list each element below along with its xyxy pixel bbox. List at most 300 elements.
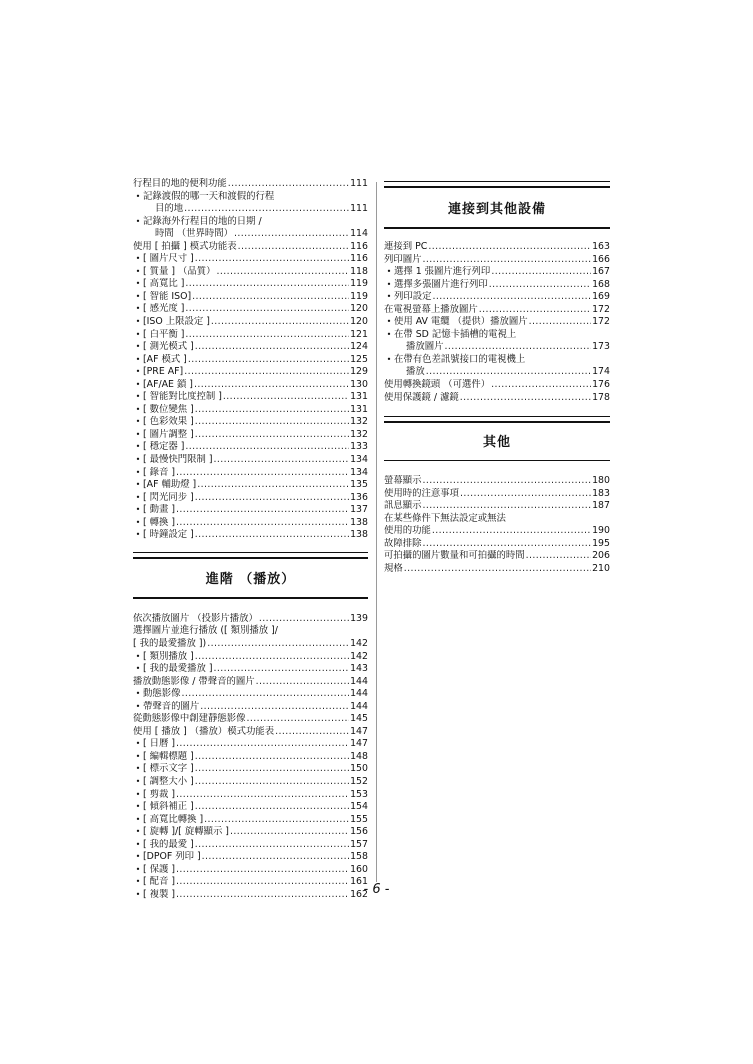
bullet-icon: • bbox=[135, 751, 141, 761]
toc-entry-text: 連接到 PC bbox=[384, 241, 428, 252]
toc-entry-title bbox=[406, 341, 444, 354]
toc-entry-title bbox=[135, 378, 193, 392]
toc-entry-page: 206 bbox=[592, 550, 610, 562]
dot-leader bbox=[238, 241, 349, 254]
toc-entry[interactable] bbox=[133, 688, 368, 701]
toc-entry-text: [ 閃光同步 ] bbox=[143, 491, 194, 503]
toc-entry-title bbox=[135, 366, 184, 379]
toc-entry-title bbox=[135, 466, 176, 480]
toc-entry-text: [ 標示文字 ] bbox=[143, 763, 194, 775]
section-heading-playback bbox=[133, 559, 368, 597]
toc-entry[interactable] bbox=[133, 429, 368, 442]
toc-entry[interactable] bbox=[133, 839, 368, 852]
toc-entry[interactable] bbox=[133, 404, 368, 417]
toc-entry-title bbox=[386, 266, 491, 279]
toc-entry-title bbox=[384, 500, 422, 513]
toc-entry-text: [ 複製 ] bbox=[143, 888, 176, 900]
toc-entry[interactable] bbox=[133, 178, 368, 191]
toc-entry-title bbox=[384, 563, 403, 576]
toc-entry-title bbox=[384, 475, 422, 488]
toc-entry[interactable] bbox=[384, 392, 610, 405]
toc-entry-text: 行程目的地的便利功能 bbox=[133, 178, 227, 189]
bullet-icon: • bbox=[135, 517, 141, 527]
toc-entry-page: 176 bbox=[592, 379, 610, 391]
toc-entry-title bbox=[135, 316, 210, 329]
bullet-icon: • bbox=[135, 291, 141, 301]
toc-entry[interactable] bbox=[384, 354, 610, 367]
dot-leader bbox=[460, 488, 591, 501]
toc-entry-text: [ 最慢快門限制 ] bbox=[143, 454, 213, 466]
toc-entry-title bbox=[135, 650, 194, 664]
dot-leader bbox=[185, 303, 349, 316]
toc-entry-title bbox=[155, 228, 233, 241]
toc-entry-title bbox=[135, 788, 176, 802]
dot-leader bbox=[185, 441, 349, 454]
section-rule-bottom bbox=[384, 227, 610, 229]
toc-entry-text: [ 類別播放 ] bbox=[143, 650, 194, 662]
toc-entry[interactable] bbox=[133, 676, 368, 689]
dot-leader bbox=[234, 228, 349, 241]
toc-entry[interactable] bbox=[384, 538, 610, 551]
toc-entry[interactable] bbox=[384, 488, 610, 501]
toc-entry[interactable] bbox=[133, 228, 368, 241]
toc-entry-text: 螢幕顯示 bbox=[384, 475, 422, 487]
toc-entry-page: 136 bbox=[350, 491, 368, 503]
toc-entry-title bbox=[133, 726, 274, 739]
toc-entry[interactable] bbox=[133, 366, 368, 379]
dot-leader bbox=[195, 429, 349, 442]
dot-leader bbox=[479, 304, 591, 317]
toc-entry[interactable] bbox=[133, 814, 368, 827]
dot-leader bbox=[184, 203, 349, 216]
toc-entry[interactable] bbox=[384, 500, 610, 513]
toc-entry-text: [AF 輔助燈 ] bbox=[143, 479, 197, 491]
bullet-icon: • bbox=[386, 279, 392, 289]
dot-leader bbox=[207, 638, 349, 651]
toc-entry-text: [AF/AE 鎖 ] bbox=[143, 378, 193, 390]
dot-leader bbox=[195, 776, 349, 789]
toc-entry[interactable] bbox=[384, 341, 610, 354]
section-rule-bottom bbox=[133, 597, 368, 599]
toc-group-other bbox=[384, 475, 610, 575]
bullet-icon: • bbox=[135, 304, 141, 314]
dot-leader bbox=[195, 751, 349, 764]
toc-entry-text: [ 動畫 ] bbox=[143, 504, 176, 516]
toc-entry-title bbox=[135, 265, 216, 279]
dot-leader bbox=[423, 254, 592, 267]
bullet-icon: • bbox=[135, 429, 141, 439]
bullet-icon: • bbox=[135, 776, 141, 786]
toc-entry[interactable] bbox=[133, 713, 368, 726]
toc-entry-text: 目的地 bbox=[155, 203, 184, 215]
toc-entry-text: [ 色彩效果 ] bbox=[143, 416, 194, 428]
toc-entry-text: 動態影像 bbox=[143, 688, 181, 700]
toc-entry[interactable] bbox=[384, 563, 610, 576]
section-title: 其他 bbox=[482, 435, 511, 451]
section-rule bbox=[133, 552, 368, 559]
dot-leader bbox=[445, 341, 592, 354]
bullet-icon: • bbox=[135, 739, 141, 749]
toc-entry-page: 148 bbox=[350, 750, 368, 762]
toc-entry[interactable] bbox=[133, 638, 368, 651]
toc-entry-page: 169 bbox=[592, 291, 610, 303]
toc-entry-page: 145 bbox=[350, 713, 368, 725]
dot-leader bbox=[182, 688, 350, 701]
toc-entry[interactable] bbox=[133, 851, 368, 864]
toc-entry-title bbox=[384, 379, 490, 392]
toc-entry-text: 播放動態影像 / 帶聲音的圖片 bbox=[133, 675, 255, 687]
dot-leader bbox=[194, 379, 349, 392]
toc-entry[interactable] bbox=[384, 291, 610, 304]
toc-entry-title bbox=[135, 529, 194, 542]
toc-entry-text: [ 高寬比 ] bbox=[143, 278, 185, 290]
toc-entry[interactable] bbox=[133, 701, 368, 714]
toc-entry-page: 138 bbox=[350, 529, 368, 541]
toc-entry-text: 時間 （世界時間） bbox=[155, 228, 233, 240]
toc-entry-title bbox=[135, 750, 194, 764]
bullet-icon: • bbox=[135, 530, 141, 540]
bullet-icon: • bbox=[135, 354, 141, 364]
toc-entry[interactable] bbox=[133, 776, 368, 789]
toc-entry-text: [ 穩定器 ] bbox=[143, 441, 185, 453]
toc-entry-page: 178 bbox=[592, 391, 610, 403]
dot-leader bbox=[195, 651, 349, 664]
toc-entry-title bbox=[384, 538, 422, 551]
toc-entry[interactable] bbox=[133, 479, 368, 492]
toc-entry-text: 播放圖片 bbox=[406, 341, 444, 353]
toc-entry[interactable] bbox=[133, 241, 368, 254]
toc-entry-text: [ 高寬比轉換 ] bbox=[143, 813, 204, 825]
toc-entry-title bbox=[135, 663, 213, 676]
toc-entry[interactable] bbox=[133, 379, 368, 392]
dot-leader bbox=[426, 366, 591, 379]
dot-leader bbox=[214, 454, 350, 467]
toc-entry-text: [ 數位變焦 ] bbox=[143, 403, 194, 415]
toc-entry[interactable] bbox=[133, 763, 368, 776]
toc-entry-title bbox=[384, 525, 431, 538]
toc-entry-text: 播放 bbox=[406, 366, 425, 378]
toc-entry[interactable] bbox=[133, 329, 368, 342]
toc-entry-text: [ 我的最愛播放 ]) bbox=[133, 637, 207, 649]
toc-entry-title bbox=[384, 550, 525, 563]
toc-entry[interactable] bbox=[384, 366, 610, 379]
toc-entry-text: 選擇圖片並進行播放 ([ 類別播放 ]/ bbox=[133, 625, 278, 637]
toc-entry[interactable] bbox=[133, 492, 368, 505]
dot-leader bbox=[275, 726, 349, 739]
toc-entry-page: 147 bbox=[350, 738, 368, 750]
toc-entry-page: 134 bbox=[350, 466, 368, 478]
toc-entry-title bbox=[135, 763, 194, 776]
dot-leader bbox=[192, 291, 349, 304]
toc-entry-title bbox=[135, 303, 185, 316]
toc-entry[interactable] bbox=[133, 441, 368, 454]
bullet-icon: • bbox=[135, 392, 141, 402]
toc-entry-title bbox=[135, 738, 176, 751]
toc-entry-text: [AF 模式 ] bbox=[143, 353, 187, 365]
toc-entry-text: [DPOF 列印 ] bbox=[143, 851, 201, 863]
toc-entry-title bbox=[135, 328, 185, 342]
toc-entry-page: 111 bbox=[350, 203, 368, 215]
toc-entry[interactable] bbox=[133, 651, 368, 664]
toc-entry-title bbox=[135, 341, 194, 354]
toc-entry-title bbox=[135, 290, 192, 304]
toc-entry-page: 163 bbox=[592, 241, 610, 252]
bullet-icon: • bbox=[135, 317, 141, 327]
toc-entry[interactable] bbox=[133, 278, 368, 291]
toc-entry-page: 156 bbox=[350, 826, 368, 838]
dot-leader bbox=[423, 475, 592, 488]
toc-entry-title bbox=[133, 676, 255, 689]
toc-entry[interactable] bbox=[384, 525, 610, 538]
toc-entry[interactable] bbox=[384, 550, 610, 563]
toc-entry[interactable] bbox=[384, 241, 610, 254]
toc-entry-page: 142 bbox=[350, 637, 368, 649]
dot-leader bbox=[214, 663, 350, 676]
toc-entry[interactable] bbox=[133, 613, 368, 626]
toc-entry-text: 訊息顯示 bbox=[384, 500, 422, 512]
toc-entry[interactable] bbox=[133, 354, 368, 367]
toc-entry-page: 162 bbox=[350, 888, 368, 900]
dot-leader bbox=[259, 613, 349, 626]
bullet-icon: • bbox=[135, 864, 141, 874]
toc-entry[interactable] bbox=[384, 304, 610, 317]
bullet-icon: • bbox=[135, 764, 141, 774]
dot-leader bbox=[526, 550, 591, 563]
toc-entry-text: [ 錄音 ] bbox=[143, 466, 176, 478]
bullet-icon: • bbox=[135, 651, 141, 661]
toc-entry[interactable] bbox=[133, 801, 368, 814]
toc-entry-page: 133 bbox=[350, 441, 368, 453]
toc-entry-text: 從動態影像中創建靜態影像 bbox=[133, 713, 246, 725]
dot-leader bbox=[176, 789, 349, 802]
toc-entry[interactable] bbox=[384, 475, 610, 488]
toc-entry-text: [ 配音 ] bbox=[143, 876, 176, 888]
bullet-icon: • bbox=[386, 317, 392, 327]
bullet-icon: • bbox=[135, 701, 141, 711]
toc-entry[interactable] bbox=[133, 454, 368, 467]
toc-entry-page: 172 bbox=[592, 316, 610, 328]
toc-entry-title bbox=[135, 826, 229, 839]
toc-entry-text: 依次播放圖片 （投影片播放） bbox=[133, 612, 258, 624]
toc-entry-page: 121 bbox=[350, 328, 368, 340]
toc-entry-page: 143 bbox=[350, 663, 368, 675]
toc-entry[interactable] bbox=[133, 789, 368, 802]
bullet-icon: • bbox=[386, 292, 392, 302]
bullet-icon: • bbox=[135, 814, 141, 824]
bullet-icon: • bbox=[135, 789, 141, 799]
dot-leader bbox=[423, 500, 592, 513]
toc-entry[interactable] bbox=[133, 467, 368, 480]
toc-entry-page: 144 bbox=[350, 675, 368, 687]
dot-leader bbox=[433, 291, 592, 304]
toc-entry-page: 120 bbox=[350, 303, 368, 315]
toc-entry-text: [ 圖片尺寸 ] bbox=[143, 253, 194, 265]
dot-leader bbox=[223, 391, 349, 404]
bullet-icon: • bbox=[135, 852, 141, 862]
toc-entry-page: 118 bbox=[350, 265, 368, 277]
toc-entry-text: 列印設定 bbox=[394, 291, 432, 303]
bullet-icon: • bbox=[135, 802, 141, 812]
toc-entry-page: 168 bbox=[592, 278, 610, 290]
toc-entry-title bbox=[135, 479, 197, 492]
dot-leader bbox=[195, 404, 349, 417]
toc-entry-title bbox=[384, 254, 422, 267]
toc-entry-title bbox=[386, 291, 432, 304]
toc-entry-title bbox=[133, 638, 206, 651]
toc-entry-text: 使用 AV 電纜 （提供）播放圖片 bbox=[394, 316, 528, 328]
toc-entry-page: 132 bbox=[350, 416, 368, 428]
dot-leader bbox=[489, 279, 591, 292]
toc-entry-page: 154 bbox=[350, 801, 368, 813]
toc-left-column bbox=[133, 178, 368, 901]
toc-entry[interactable] bbox=[384, 266, 610, 279]
toc-entry-page: 131 bbox=[350, 403, 368, 415]
toc-entry-title bbox=[135, 491, 194, 505]
toc-entry[interactable] bbox=[133, 253, 368, 266]
toc-entry-text: [ 感光度 ] bbox=[143, 303, 185, 315]
toc-entry-title bbox=[133, 178, 227, 191]
toc-entry-page: 124 bbox=[350, 341, 368, 353]
bullet-icon: • bbox=[386, 354, 392, 364]
toc-entry[interactable] bbox=[133, 341, 368, 354]
bullet-icon: • bbox=[135, 827, 141, 837]
toc-entry[interactable] bbox=[133, 191, 368, 204]
toc-entry-title bbox=[135, 353, 187, 367]
toc-entry[interactable] bbox=[133, 751, 368, 764]
dot-leader bbox=[491, 266, 591, 279]
toc-entry[interactable] bbox=[133, 663, 368, 676]
dot-leader bbox=[195, 492, 349, 505]
toc-group-shooting-menu bbox=[133, 178, 368, 542]
dot-leader bbox=[195, 529, 349, 542]
toc-entry[interactable] bbox=[133, 738, 368, 751]
toc-entry-page: 167 bbox=[592, 266, 610, 278]
dot-leader bbox=[176, 467, 349, 480]
dot-leader bbox=[460, 392, 591, 405]
toc-entry-page: 114 bbox=[350, 228, 368, 240]
toc-entry-text: [ 質量 ] （品質） bbox=[143, 265, 216, 277]
toc-entry[interactable] bbox=[133, 316, 368, 329]
toc-entry-page: 172 bbox=[592, 303, 610, 315]
column-divider bbox=[376, 182, 377, 882]
dot-leader bbox=[176, 504, 349, 517]
toc-entry[interactable] bbox=[133, 864, 368, 877]
toc-entry-text: [ 智能對比度控制 ] bbox=[143, 391, 222, 403]
toc-entry[interactable] bbox=[384, 513, 610, 526]
toc-entry-title bbox=[133, 713, 246, 726]
toc-entry[interactable] bbox=[133, 517, 368, 530]
toc-entry-page: 152 bbox=[350, 775, 368, 787]
page-number: - 6 - bbox=[363, 882, 390, 897]
toc-entry-title bbox=[384, 241, 427, 254]
toc-entry-title bbox=[135, 403, 194, 417]
toc-entry[interactable] bbox=[133, 391, 368, 404]
toc-entry-page: 131 bbox=[350, 391, 368, 403]
toc-entry-title bbox=[384, 304, 478, 317]
toc-entry-title bbox=[135, 428, 194, 442]
toc-entry-title bbox=[135, 838, 194, 852]
toc-entry-page: 125 bbox=[350, 353, 368, 365]
toc-entry-text: [ 智能 ISO] bbox=[143, 290, 192, 302]
bullet-icon: • bbox=[135, 689, 141, 699]
toc-entry[interactable] bbox=[384, 379, 610, 392]
bullet-icon: • bbox=[135, 505, 141, 515]
toc-entry-page: 144 bbox=[350, 700, 368, 712]
toc-entry[interactable] bbox=[133, 266, 368, 279]
toc-entry-page: 130 bbox=[350, 378, 368, 390]
toc-entry[interactable] bbox=[384, 316, 610, 329]
dot-leader bbox=[491, 379, 591, 392]
toc-entry-title bbox=[135, 391, 222, 404]
toc-entry[interactable] bbox=[133, 625, 368, 638]
dot-leader bbox=[188, 354, 349, 367]
toc-entry[interactable] bbox=[133, 826, 368, 839]
toc-entry-text: [ 時鐘設定 ] bbox=[143, 529, 194, 541]
toc-entry-title bbox=[135, 775, 194, 789]
toc-entry-text: [ 轉換 ] bbox=[143, 516, 176, 528]
toc-entry[interactable] bbox=[133, 291, 368, 304]
section-rule bbox=[384, 181, 610, 188]
dot-leader bbox=[195, 253, 349, 266]
toc-entry-text: 選擇多張圖片進行列印 bbox=[394, 278, 488, 290]
toc-group-playback bbox=[133, 613, 368, 902]
toc-entry[interactable] bbox=[133, 303, 368, 316]
bullet-icon: • bbox=[135, 404, 141, 414]
dot-leader bbox=[529, 316, 591, 329]
toc-entry[interactable] bbox=[384, 254, 610, 267]
toc-entry[interactable] bbox=[133, 726, 368, 739]
bullet-icon: • bbox=[386, 267, 392, 277]
bullet-icon: • bbox=[135, 417, 141, 427]
toc-entry-text: [ 日曆 ] bbox=[143, 738, 176, 750]
dot-leader bbox=[185, 278, 349, 291]
toc-entry[interactable] bbox=[133, 416, 368, 429]
toc-entry[interactable] bbox=[133, 529, 368, 542]
toc-entry-text: 記錄海外行程目的地的日期 / bbox=[143, 215, 262, 227]
toc-entry-title bbox=[135, 516, 176, 530]
toc-entry-title bbox=[386, 278, 488, 292]
section-title: 進階 （播放） bbox=[205, 571, 296, 587]
section-heading-other bbox=[384, 423, 610, 460]
toc-entry-title bbox=[135, 700, 200, 714]
toc-entry-page: 210 bbox=[592, 562, 610, 574]
toc-entry-text: 可拍攝的圖片數量和可拍攝的時間 bbox=[384, 550, 525, 562]
toc-entry-text: 在某些條件下無法設定或無法 bbox=[384, 512, 506, 524]
dot-leader bbox=[195, 416, 349, 429]
toc-entry-page: 158 bbox=[350, 851, 368, 863]
dot-leader bbox=[202, 851, 349, 864]
toc-entry-page: 120 bbox=[350, 316, 368, 328]
toc-entry[interactable] bbox=[133, 504, 368, 517]
bullet-icon: • bbox=[135, 480, 141, 490]
bullet-icon: • bbox=[135, 839, 141, 849]
toc-entry[interactable] bbox=[133, 216, 368, 229]
dot-leader bbox=[204, 814, 349, 827]
toc-entry-title bbox=[133, 613, 258, 626]
toc-entry-page: 157 bbox=[350, 838, 368, 850]
toc-entry-page: 161 bbox=[350, 876, 368, 888]
dot-leader bbox=[195, 801, 349, 814]
toc-entry[interactable] bbox=[384, 279, 610, 292]
toc-entry[interactable] bbox=[384, 329, 610, 342]
toc-entry-text: 記錄渡假的哪一天和渡假的行程 bbox=[143, 190, 275, 202]
toc-entry-page: 153 bbox=[350, 788, 368, 800]
dot-leader bbox=[256, 676, 349, 689]
dot-leader bbox=[176, 864, 349, 877]
dot-leader bbox=[195, 763, 349, 776]
toc-entry-title bbox=[135, 863, 176, 877]
toc-entry[interactable] bbox=[133, 203, 368, 216]
